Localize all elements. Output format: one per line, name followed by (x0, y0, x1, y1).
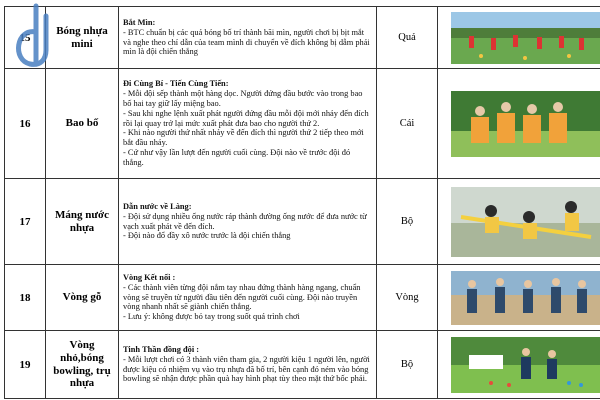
game-rule-line: - Mỗi lượt chơi có 3 thành viên tham gia, 2 người kiệu 1 người lên, người được kiệu có nhiệm vụ vào trụ nhựa đã bố trí, bên cạnh đó ném vào bóng bowling sẽ nhận được phần quà hay hình phạt tùy theo mặt thứ bốc phải. (123, 354, 370, 384)
company-logo-icon (6, 2, 62, 78)
game-photo-cell (438, 331, 600, 399)
table-row (5, 69, 600, 179)
game-rule-line: - Các thành viên từng đội nắm tay nhau đứng thành hàng ngang, chuẩn vòng sẽ truyền từ người đầu tiên đến người cuối cùng. Đội nào truyền vòng nhanh nhất sẽ giành chiến thắng. (123, 282, 361, 312)
game-photo-cell (438, 7, 600, 69)
unit-cell: Bộ (377, 331, 438, 399)
game-rule-line: - Cứ như vậy lần lượt đến người cuối cùng. Đội nào về trước đội đó thắng. (123, 148, 351, 168)
game-photo (451, 337, 600, 393)
table-row (5, 7, 600, 69)
equipment-name: Bao bố (46, 69, 119, 179)
row-number: 16 (5, 69, 46, 179)
equipment-name: Vòng gỗ (46, 265, 119, 331)
game-description (119, 179, 377, 265)
unit-cell: Bộ (377, 179, 438, 265)
unit-cell: Cái (377, 69, 438, 179)
game-photo-cell (438, 69, 600, 179)
game-photo (451, 187, 600, 257)
game-title: Đi Cùng Bí - Tiến Cùng Tiến: (123, 78, 229, 88)
game-description (119, 265, 377, 331)
row-number: 17 (5, 179, 46, 265)
row-number: 18 (5, 265, 46, 331)
game-title: Tinh Thần đồng đội : (123, 344, 200, 354)
game-description (119, 69, 377, 179)
game-rule-line: - Đội sử dụng nhiều ống nước ráp thành đường ống nước để đưa nước từ vạch xuất phát về đến đích. (123, 211, 367, 231)
table-row (5, 265, 600, 331)
game-rule-line: - BTC chuẩn bị các quả bóng bố trí thành bãi mìn, người chơi bị bịt mắt và nghe theo chỉ dẫn của team mình di chuyển về đích không bị dẫm phải mìn là đội chiến thắng (123, 27, 370, 57)
table-row (5, 331, 600, 399)
equipment-name: Vòng nhỏ,bóng bowling, trụ nhựa (46, 331, 119, 399)
table-row (5, 179, 600, 265)
game-photo (451, 271, 600, 325)
game-rule-line: - Sau khi nghe lệnh xuất phát người đứng đầu mỗi đội mới nhảy đến đích rồi lại quay trở lại mức xuất phát đưa bao cho người thứ 2. (123, 108, 369, 128)
unit-cell: Vòng (377, 265, 438, 331)
equipment-name: Bóng nhựa mini (46, 7, 119, 69)
game-photo (451, 91, 600, 157)
equipment-table (4, 6, 600, 399)
game-title: Vòng Kết nối : (123, 272, 176, 282)
game-rule-line: - Khi nào người thứ nhất nhảy về đến đích thì người thứ 2 tiếp theo mới bắt đầu nhảy. (123, 128, 364, 148)
game-photo-cell (438, 179, 600, 265)
game-rule-line: - Đội nào đổ đầy xô nước trước là đội chiến thắng (123, 231, 291, 241)
game-title: Bắt Mìn: (123, 17, 156, 27)
unit-cell: Quả (377, 7, 438, 69)
game-description (119, 7, 377, 69)
equipment-name: Máng nước nhựa (46, 179, 119, 265)
game-title: Dẫn nước về Làng: (123, 201, 192, 211)
row-number: 15 (5, 7, 46, 69)
game-rule-line: - Lưu ý: không được bỏ tay trong suốt quá trình chơi (123, 312, 300, 322)
game-photo (451, 12, 600, 64)
game-rule-line: - Mỗi đội sếp thành một hàng dọc. Người đứng đầu bước vào trong bao bố hai tay giữ lấy miệng bao. (123, 88, 363, 108)
game-photo-cell (438, 265, 600, 331)
game-description (119, 331, 377, 399)
row-number: 19 (5, 331, 46, 399)
